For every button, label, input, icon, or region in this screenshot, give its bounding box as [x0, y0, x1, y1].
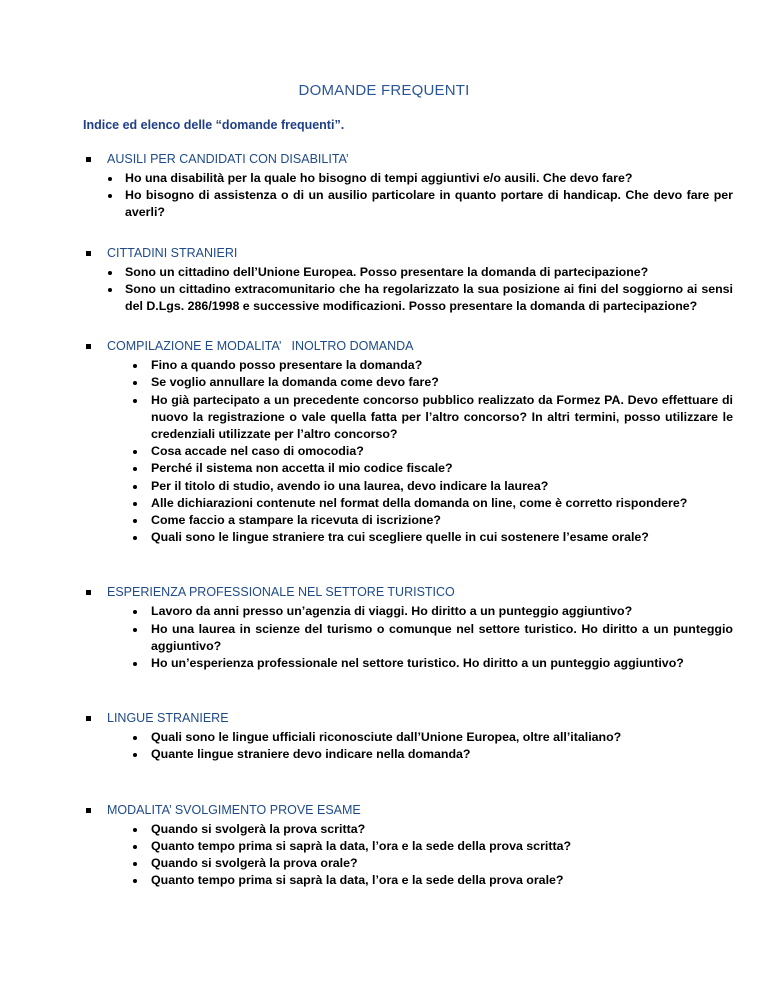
question-item: Perché il sistema non accetta il mio codice fiscale? [83, 460, 733, 477]
faq-section [83, 711, 733, 763]
question-item: Alle dichiarazioni contenute nel format della domanda on line, come è corretto rispondere? [83, 495, 733, 512]
question-item: Sono un cittadino extracomunitario che ha regolarizzato la sua posizione ai fini del soggiorno ai sensi del D.Lgs. 286/1998 e successive modificazioni. Posso presentare la domanda di partecipazione? [83, 281, 733, 315]
question-item: Ho un’esperienza professionale nel settore turistico. Ho diritto a un punteggio aggiuntivo? [83, 655, 733, 672]
question-item: Quando si svolgerà la prova orale? [83, 855, 733, 872]
question-item: Cosa accade nel caso di omocodia? [83, 443, 733, 460]
question-item: Quanto tempo prima si saprà la data, l’ora e la sede della prova scritta? [83, 838, 733, 855]
bullet-icon [133, 502, 137, 506]
question-item: Quando si svolgerà la prova scritta? [83, 821, 733, 838]
square-bullet-icon [86, 716, 91, 721]
faq-section [83, 339, 733, 546]
question-item: Fino a quando posso presentare la domanda? [83, 357, 733, 374]
question-list [83, 264, 733, 316]
bullet-icon [133, 485, 137, 489]
question-item: Come faccio a stampare la ricevuta di iscrizione? [83, 512, 733, 529]
bullet-icon [133, 399, 137, 403]
faq-section [83, 803, 733, 890]
bullet-icon [133, 662, 137, 666]
question-item: Sono un cittadino dell’Unione Europea. Posso presentare la domanda di partecipazione? [83, 264, 733, 281]
square-bullet-icon [86, 251, 91, 256]
intro-text: Indice ed elenco delle “domande frequenti”. [83, 118, 345, 132]
bullet-icon [108, 271, 112, 275]
question-item: Quanto tempo prima si saprà la data, l’ora e la sede della prova orale? [83, 872, 733, 889]
bullet-icon [108, 177, 112, 181]
question-list [83, 357, 733, 546]
bullet-icon [108, 288, 112, 292]
bullet-icon [133, 628, 137, 632]
bullet-icon [133, 736, 137, 740]
bullet-icon [108, 194, 112, 198]
bullet-icon [133, 753, 137, 757]
square-bullet-icon [86, 590, 91, 595]
bullet-icon [133, 879, 137, 883]
faq-sections [83, 152, 733, 889]
bullet-icon [133, 828, 137, 832]
section-title: CITTADINI STRANIERI [107, 245, 238, 260]
section-title: AUSILI PER CANDIDATI CON DISABILITA’ [107, 152, 349, 166]
section-title: LINGUE STRANIERE [107, 711, 229, 726]
question-item: Ho già partecipato a un precedente concorso pubblico realizzato da Formez PA. Devo effettuare di nuovo la registrazione o vale quella fatta per l’altro concorso? In altri termini, posso utilizzare le credenziali utilizzate per l’altro concorso? [83, 392, 733, 444]
page-title: DOMANDE FREQUENTI [298, 82, 470, 99]
bullet-icon [133, 381, 137, 385]
bullet-icon [133, 467, 137, 471]
bullet-icon [133, 610, 137, 614]
question-item: Ho una laurea in scienze del turismo o comunque nel settore turistico. Ho diritto a un punteggio aggiuntivo? [83, 621, 733, 655]
bullet-icon [133, 536, 137, 540]
question-item: Ho bisogno di assistenza o di un ausilio particolare in quanto portare di handicap. Che devo fare per averli? [83, 187, 733, 221]
question-item: Quali sono le lingue ufficiali riconosciute dall’Unione Europea, oltre all’italiano? [83, 729, 733, 746]
faq-section [83, 152, 733, 222]
square-bullet-icon [86, 344, 91, 349]
square-bullet-icon [86, 157, 91, 162]
question-item: Se voglio annullare la domanda come devo fare? [83, 374, 733, 391]
square-bullet-icon [86, 808, 91, 813]
question-list [83, 603, 733, 672]
question-list [83, 729, 733, 763]
section-title: MODALITA’ SVOLGIMENTO PROVE ESAME [107, 802, 361, 817]
section-title: ESPERIENZA PROFESSIONALE NEL SETTORE TURISTICO [107, 585, 455, 600]
question-list [83, 821, 733, 890]
section-title: COMPILAZIONE E MODALITA’ INOLTRO DOMANDA [107, 339, 414, 354]
question-list [83, 170, 733, 222]
faq-section [83, 246, 733, 316]
question-item: Lavoro da anni presso un’agenzia di viaggi. Ho diritto a un punteggio aggiuntivo? [83, 603, 733, 620]
question-item: Per il titolo di studio, avendo io una laurea, devo indicare la laurea? [83, 478, 733, 495]
question-item: Quante lingue straniere devo indicare nella domanda? [83, 746, 733, 763]
question-item: Quali sono le lingue straniere tra cui scegliere quelle in cui sostenere l’esame orale? [83, 529, 733, 546]
bullet-icon [133, 364, 137, 368]
bullet-icon [133, 450, 137, 454]
bullet-icon [133, 519, 137, 523]
bullet-icon [133, 845, 137, 849]
faq-section [83, 585, 733, 672]
question-item: Ho una disabilità per la quale ho bisogno di tempi aggiuntivi e/o ausili. Che devo fare? [83, 170, 733, 187]
bullet-icon [133, 862, 137, 866]
